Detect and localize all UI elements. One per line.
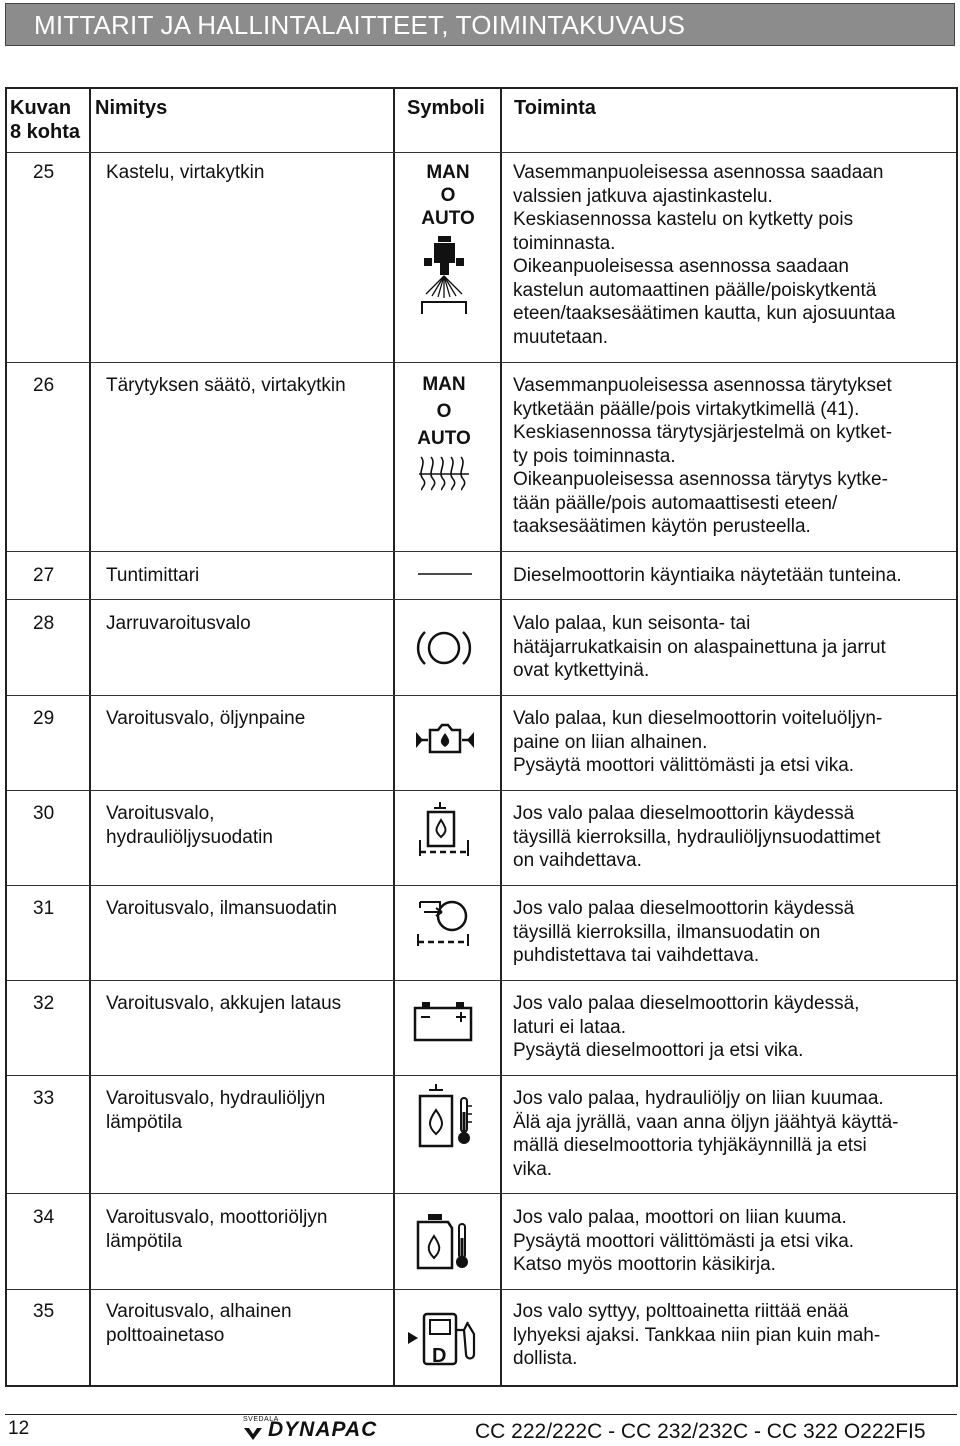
row-name: Varoitusvalo, ilmansuodatin	[106, 898, 337, 919]
row-divider	[7, 695, 956, 696]
fuel-icon	[406, 1310, 480, 1368]
row-number: 32	[33, 993, 55, 1014]
footer-rule	[5, 1414, 957, 1415]
row-function: Vasemmanpuoleisessa asennossa saadaan valssien jatkuva ajastinkastelu. Keskiasennossa kastelu on kytketty pois toiminnasta. Oikeanpuoleisessa asennossa saadaan kastelun automaattinen päälle/poiskytkentä eteen/taaksesäätimen kautta, kun ajosuuntaa muutetaan.	[513, 162, 896, 348]
row-function: Jos valo palaa dieselmoottorin käydessä, laturi ei lataa. Pysäytä dieselmoottori ja etsi vika.	[513, 993, 860, 1061]
hydraulic-filter-icon	[418, 800, 472, 860]
row-function: Jos valo palaa, hydrauliöljy on liian kuumaa. Älä aja jyrällä, vaan anna öljyn jäähtyä käyttä- mällä dieselmoottoria tyhjäkäynnillä ja etsi vika.	[513, 1088, 899, 1180]
row-number: 27	[33, 565, 55, 586]
row-divider	[7, 551, 956, 552]
hydraulic-temp-icon	[416, 1082, 476, 1150]
row-number: 31	[33, 898, 55, 919]
row-function: Valo palaa, kun dieselmoottorin voiteluöljyn- paine on liian alhainen. Pysäytä moottori välittömästi ja etsi vika.	[513, 708, 883, 776]
row-number: 35	[33, 1301, 55, 1322]
row-function: Jos valo palaa dieselmoottorin käydessä täysillä kierroksilla, ilmansuodatin on puhdistettava tai vaihdettava.	[513, 898, 855, 966]
column-divider	[393, 89, 395, 1385]
brand-logo-icon	[243, 1425, 263, 1443]
row-name: Varoitusvalo, akkujen lataus	[106, 993, 342, 1014]
brand-name: DYNAPAC	[268, 1418, 378, 1441]
row-name: Varoitusvalo, öljynpaine	[106, 708, 306, 729]
row-divider	[7, 980, 956, 981]
row-divider	[7, 1193, 956, 1194]
row-number: 29	[33, 708, 55, 729]
column-divider	[89, 89, 91, 1385]
brake-warning-icon	[416, 626, 472, 670]
row-name: Kastelu, virtakytkin	[106, 162, 265, 183]
header-nimitys: Nimitys	[95, 97, 168, 119]
model-code: CC 222/222C - CC 232/232C - CC 322 O222FI5	[475, 1420, 926, 1443]
row-number: 34	[33, 1207, 55, 1228]
row-divider	[7, 152, 956, 153]
battery-icon	[412, 1000, 474, 1044]
dash-line-icon	[418, 572, 472, 576]
page-title: MITTARIT JA HALLINTALAITTEET, TOIMINTAKUVAUS	[34, 10, 686, 40]
row-name: Varoitusvalo, moottoriöljyn lämpötila	[106, 1207, 328, 1252]
row-divider	[7, 885, 956, 886]
row-divider	[7, 599, 956, 600]
row-divider	[7, 790, 956, 791]
row-function: Valo palaa, kun seisonta- tai hätäjarrukatkaisin on alaspainettuna ja jarrut ovat kytkettyinä.	[513, 613, 886, 681]
row-function: Jos valo palaa dieselmoottorin käydessä täysillä kierroksilla, hydrauliöljynsuodattimet on vaihdettava.	[513, 803, 881, 871]
svg-text:D: D	[432, 1345, 447, 1367]
air-filter-icon	[416, 894, 472, 950]
column-divider	[500, 89, 502, 1385]
row-number: 25	[33, 162, 55, 183]
header-kuvan: Kuvan	[10, 97, 72, 119]
switch-position-labels: MAN O AUTO	[421, 162, 475, 229]
row-number: 26	[33, 375, 55, 396]
brand-small: SVEDALA	[243, 1416, 279, 1423]
page-number: 12	[8, 1418, 30, 1439]
row-name: Varoitusvalo, hydrauliöljysuodatin	[106, 803, 273, 848]
row-name: Varoitusvalo, hydrauliöljyn lämpötila	[106, 1088, 326, 1133]
row-function: Dieselmoottorin käyntiaika näytetään tunteina.	[513, 565, 902, 586]
row-name: Tärytyksen säätö, virtakytkin	[106, 375, 346, 396]
row-function: Jos valo syttyy, polttoainetta riittää enää lyhyeksi ajaksi. Tankkaa niin pian kuin mah- dollista.	[513, 1301, 881, 1369]
row-name: Tuntimittari	[106, 565, 200, 586]
spray-nozzle-icon	[418, 234, 472, 318]
row-function: Vasemmanpuoleisessa asennossa tärytykset kytketään päälle/pois virtakytkimellä (41). Keskiasennossa tärytysjärjestelmä on kytket- ty pois toiminnasta. Oikeanpuoleisessa asennossa tärytys kytke- tään päälle/pois automaattisesti eteen/ taaksesäätimen käytön perusteella.	[513, 375, 893, 537]
row-name: Varoitusvalo, alhainen polttoainetaso	[106, 1301, 292, 1346]
row-number: 28	[33, 613, 55, 634]
header-symboli: Symboli	[407, 97, 485, 119]
oil-pressure-icon	[414, 720, 476, 760]
header-toiminta: Toiminta	[514, 97, 596, 119]
row-divider	[7, 1075, 956, 1076]
header-kohta: 8 kohta	[10, 121, 81, 143]
row-number: 33	[33, 1088, 55, 1109]
row-function: Jos valo palaa, moottori on liian kuuma. Pysäytä moottori välittömästi ja etsi vika. Katso myös moottorin käsikirja.	[513, 1207, 855, 1275]
row-divider	[7, 1289, 956, 1290]
title-bar	[5, 3, 955, 46]
row-name: Jarruvaroitusvalo	[106, 613, 251, 634]
switch-position-labels: MAN O AUTO	[417, 374, 471, 449]
engine-oil-temp-icon	[414, 1212, 474, 1272]
row-divider	[7, 362, 956, 363]
row-number: 30	[33, 803, 55, 824]
vibration-icon	[418, 454, 470, 492]
